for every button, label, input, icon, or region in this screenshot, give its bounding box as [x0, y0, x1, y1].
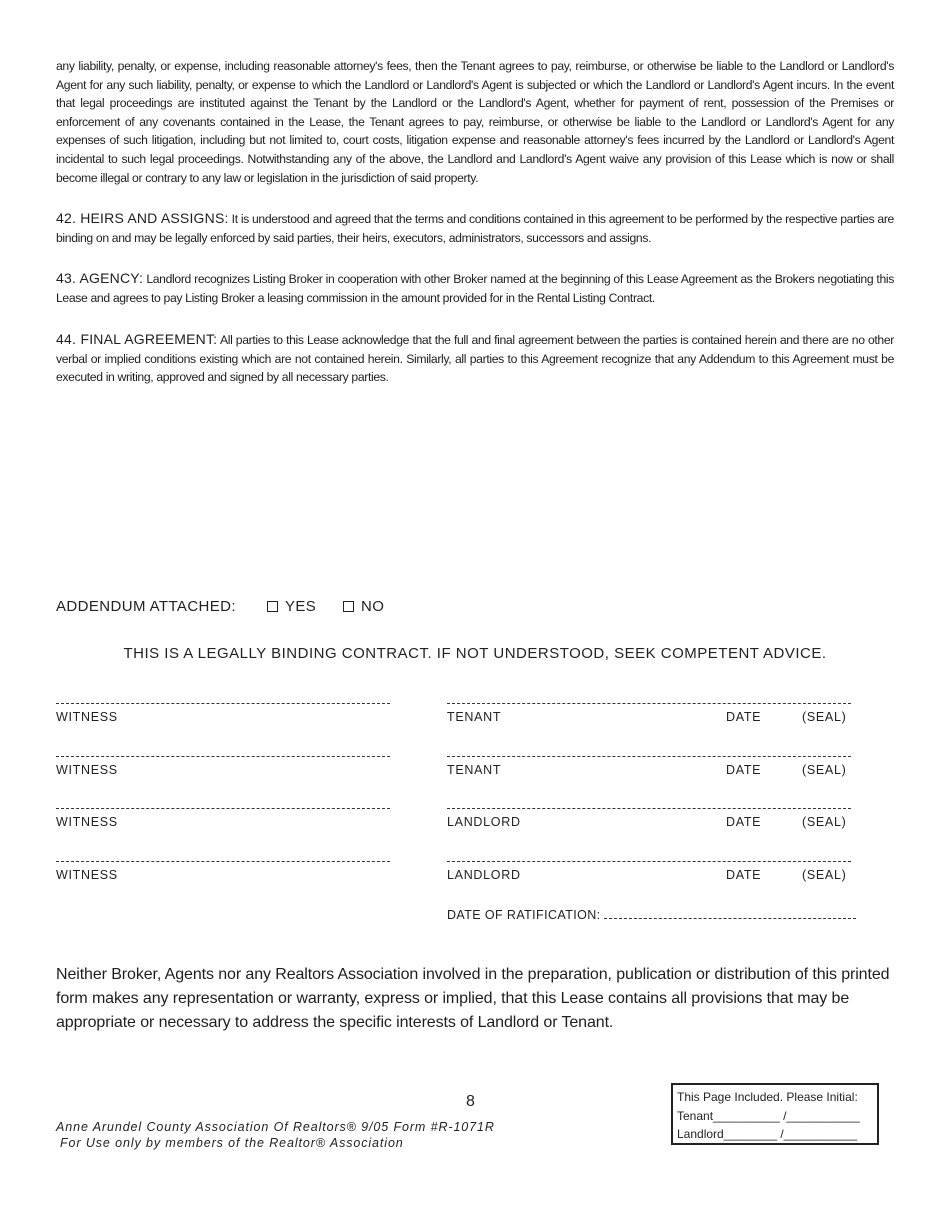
date-label: DATE — [726, 815, 762, 829]
tenant-initials-field[interactable]: Tenant__________ /___________ — [677, 1108, 860, 1123]
ratification-row — [447, 908, 856, 922]
witness-label: WITNESS — [56, 710, 118, 724]
seal-label: (SEAL) — [802, 815, 847, 829]
footer-association-line: Anne Arundel County Association Of Realtors® 9/05 Form #R-1071R — [56, 1120, 495, 1134]
initials-title: This Page Included. Please Initial: — [677, 1090, 858, 1104]
landlord-signature-line[interactable] — [447, 808, 851, 809]
witness-signature-line[interactable] — [56, 861, 390, 862]
clause-42-heirs-assigns — [56, 209, 894, 247]
tenant-label: TENANT — [447, 763, 502, 777]
landlord-label: LANDLORD — [447, 868, 521, 882]
seal-label: (SEAL) — [802, 763, 847, 777]
clause-43-heading: 43. AGENCY: — [56, 270, 144, 286]
witness-signature-line[interactable] — [56, 756, 390, 757]
addendum-label: ADDENDUM ATTACHED: — [56, 598, 236, 615]
addendum-yes-option[interactable] — [267, 598, 316, 615]
clause-44-heading: 44. FINAL AGREEMENT: — [56, 331, 218, 347]
footer-usage-line: For Use only by members of the Realtor® Association — [60, 1136, 404, 1150]
ratification-date-line[interactable] — [604, 918, 856, 919]
witness-label: WITNESS — [56, 868, 118, 882]
no-label: NO — [361, 598, 385, 615]
ratification-label: DATE OF RATIFICATION: — [447, 908, 601, 922]
clause-42-text: It is understood and agreed that the terms and conditions contained in this agreement to be performed by the respective parties are binding on and may be legally enforced by said parties, their heirs, executors, administrators, successors and assigns. — [56, 212, 894, 245]
landlord-label: LANDLORD — [447, 815, 521, 829]
clause-42-heading: 42. HEIRS AND ASSIGNS: — [56, 210, 229, 226]
clause-44-final-agreement — [56, 330, 894, 387]
form-footer — [56, 1119, 495, 1151]
witness-label: WITNESS — [56, 763, 118, 777]
yes-checkbox[interactable] — [267, 601, 278, 612]
addendum-no-option[interactable] — [343, 598, 384, 615]
landlord-initials-field[interactable]: Landlord________ /___________ — [677, 1127, 858, 1141]
tenant-signature-line[interactable] — [447, 703, 851, 704]
witness-signature-line[interactable] — [56, 703, 390, 704]
liability-paragraph — [56, 57, 894, 187]
seal-label: (SEAL) — [802, 868, 847, 882]
clause-44-text: All parties to this Lease acknowledge that the full and final agreement between the parties is contained herein and there are no other verbal or implied conditions existing which are not contained herein. Similarly, all parties to this Agreement recognize that any Addendum to this Agreement must be executed in writing, approved and signed by all necessary parties. — [56, 333, 894, 385]
tenant-signature-line[interactable] — [447, 756, 851, 757]
landlord-signature-line[interactable] — [447, 861, 851, 862]
clause-43-agency — [56, 269, 894, 307]
yes-label: YES — [285, 598, 317, 615]
date-label: DATE — [726, 710, 762, 724]
addendum-attached-row — [56, 598, 385, 615]
witness-label: WITNESS — [56, 815, 118, 829]
clause-43-text: Landlord recognizes Listing Broker in cooperation with other Broker named at the beginning of this Lease Agreement as the Brokers negotiating this Lease and agrees to pay Listing Broker a leasing commission in the amount provided for in the Rental Listing Contract. — [56, 272, 894, 305]
liability-text: any liability, penalty, or expense, including reasonable attorney's fees, then the Tenant agrees to pay, reimburse, or otherwise be liable to the Landlord or Landlord's Agent for any such liability, penalty, or expense to which the Landlord or Landlord's Agent is subjected or which the Landlord or Landlord's Agent incurs. In the event that legal proceedings are instituted against the Tenant by the Landlord or the Landlord's Agent, whether for payment of rent, possession of the Premises or enforcement of any covenants contained in the Lease, the Tenant agrees to pay, reimburse, or otherwise be liable to the Landlord or Landlord's Agent for any expenses of such litigation, including but not limited to, court costs, litigation expense and reasonable attorney's fees incurred by the Landlord or Landlord's Agent incidental to such legal proceedings. Notwithstanding any of the above, the Landlord and Landlord's Agent waive any provision of this Lease which is now or shall become illegal or contrary to any law or legislation in the jurisdiction of said property. — [56, 59, 894, 185]
date-label: DATE — [726, 868, 762, 882]
disclaimer-paragraph: Neither Broker, Agents nor any Realtors Association involved in the preparation, publication or distribution of this printed form makes any representation or warranty, express or implied, that this Lease contains all provisions that may be appropriate or necessary to address the specific interests of Landlord or Tenant. — [56, 966, 890, 1031]
witness-signature-line[interactable] — [56, 808, 390, 809]
page-number: 8 — [466, 1093, 475, 1110]
seal-label: (SEAL) — [802, 710, 847, 724]
no-checkbox[interactable] — [343, 601, 354, 612]
date-label: DATE — [726, 763, 762, 777]
binding-contract-notice: THIS IS A LEGALLY BINDING CONTRACT. IF NOT UNDERSTOOD, SEEK COMPETENT ADVICE. — [123, 645, 827, 662]
tenant-label: TENANT — [447, 710, 502, 724]
initials-box — [671, 1083, 879, 1145]
